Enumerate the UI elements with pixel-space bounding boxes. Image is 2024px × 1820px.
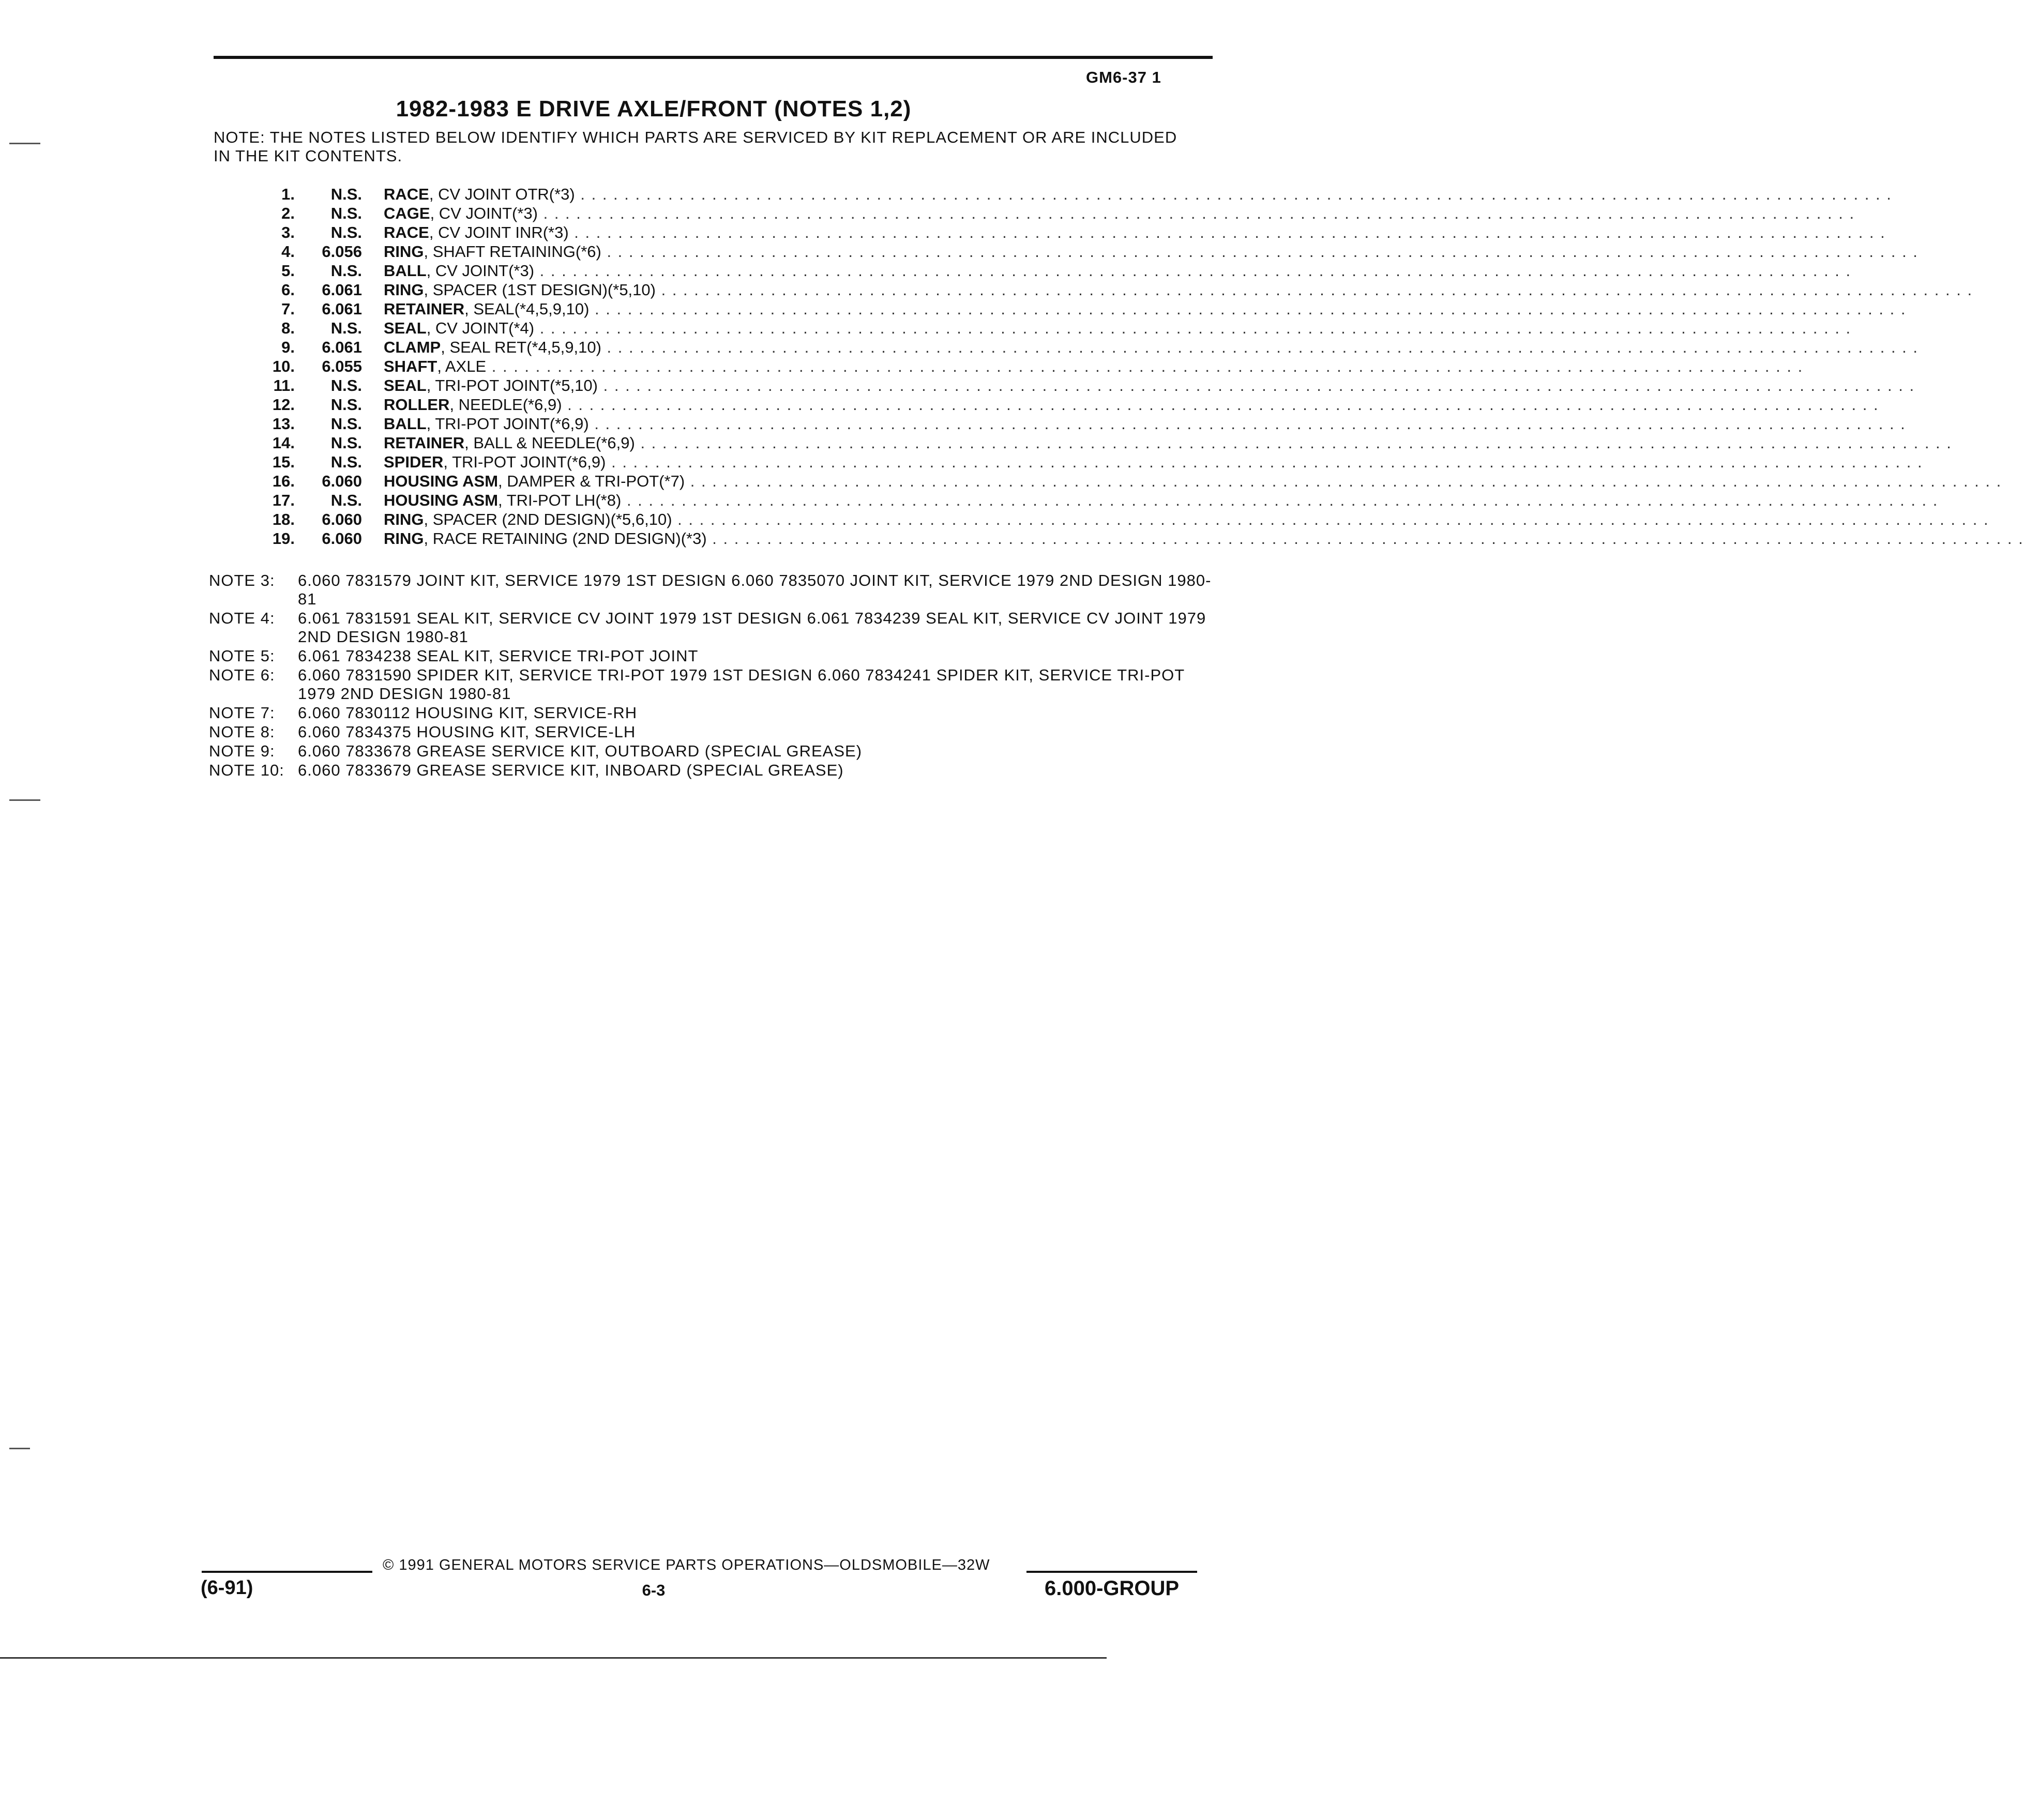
part-row — [248, 529, 2024, 549]
part-detail: , BALL & NEEDLE(*6,9) — [464, 434, 635, 452]
part-name: RING — [384, 281, 424, 299]
part-name: RACE — [384, 185, 429, 203]
part-group: N.S. — [330, 491, 362, 509]
note-label: NOTE 6: — [209, 666, 275, 684]
dot-leader: . . . . . . . . . . . . . . . . . . . . . . . . . . . . . . . . . . . . . . . . . . . . . . . . . . . . . . . . . . . . . . . . . . . . . . . . . . . . . . . . . . . . . . . . . . . . . . . . . . . . . . . . . . . . . . . . . . . . . . . . — [606, 453, 1923, 471]
part-detail: , DAMPER & TRI-POT(*7) — [498, 472, 685, 490]
part-detail: , SHAFT RETAINING(*6) — [424, 242, 601, 261]
note-text: 6.060 7833678 GREASE SERVICE KIT, OUTBOARD (SPECIAL GREASE) — [298, 742, 863, 760]
footer-page-number: 6-3 — [642, 1581, 666, 1599]
dot-leader: . . . . . . . . . . . . . . . . . . . . . . . . . . . . . . . . . . . . . . . . . . . . . . . . . . . . . . . . . . . . . . . . . . . . . . . . . . . . . . . . . . . . . . . . . . . . . . . . . . . . . . . . . . . . . . . . . . . . . . . . — [601, 242, 1919, 261]
part-detail: , TRI-POT JOINT(*5,10) — [426, 376, 598, 395]
note-item — [209, 647, 1217, 665]
part-group: N.S. — [330, 453, 362, 471]
part-description — [384, 396, 1879, 415]
part-name: RING — [384, 242, 424, 261]
note-item — [209, 704, 1217, 722]
footer-date-code: (6-91) — [201, 1577, 253, 1599]
note-item — [209, 761, 1217, 780]
part-name: RING — [384, 510, 424, 528]
part-group: N.S. — [330, 434, 362, 452]
part-description — [384, 415, 1906, 434]
part-number: 3. — [281, 223, 295, 241]
dot-leader: . . . . . . . . . . . . . . . . . . . . . . . . . . . . . . . . . . . . . . . . . . . . . . . . . . . . . . . . . . . . . . . . . . . . . . . . . . . . . . . . . . . . . . . . . . . . . . . . . . . . . . . . . . . . . . . . . . . . . . . . — [534, 319, 1852, 337]
part-detail: , CV JOINT(*3) — [426, 262, 535, 280]
note-label: NOTE 4: — [209, 609, 275, 627]
dot-leader: . . . . . . . . . . . . . . . . . . . . . . . . . . . . . . . . . . . . . . . . . . . . . . . . . . . . . . . . . . . . . . . . . . . . . . . . . . . . . . . . . . . . . . . . . . . . . . . . . . . . . . . . . . . . . . . . . . . . . . . . — [598, 376, 1915, 395]
note-item — [209, 609, 1217, 646]
note-text: 6.061 7831591 SEAL KIT, SERVICE CV JOINT 1979 1ST DESIGN 6.061 7834239 SEAL KIT, SERVICE CV JOINT 1979 2ND DESIGN 1980-81 — [298, 609, 1206, 646]
part-name: CLAMP — [384, 338, 441, 356]
part-group: N.S. — [330, 376, 362, 395]
part-number: 17. — [272, 491, 295, 509]
part-row — [248, 357, 1804, 376]
part-name: HOUSING ASM — [384, 472, 499, 490]
part-description — [384, 491, 1939, 510]
notes-list — [209, 571, 1217, 780]
part-row — [248, 223, 1886, 242]
note-item — [209, 571, 1217, 609]
part-row — [248, 376, 1915, 396]
part-name: RETAINER — [384, 300, 465, 318]
part-description — [384, 434, 1952, 453]
note-text: 6.061 7834238 SEAL KIT, SERVICE TRI-POT JOINT — [298, 647, 699, 665]
part-row — [248, 338, 1919, 357]
part-description — [384, 281, 1973, 300]
part-row — [248, 281, 1973, 300]
part-group: N.S. — [330, 223, 362, 241]
part-name: SEAL — [384, 376, 427, 395]
part-description — [384, 204, 1855, 223]
note-text: 6.060 7831579 JOINT KIT, SERVICE 1979 1ST DESIGN 6.060 7835070 JOINT KIT, SERVICE 1979 2ND DESIGN 1980-81 — [298, 571, 1212, 608]
part-description — [384, 510, 1989, 529]
dot-leader: . . . . . . . . . . . . . . . . . . . . . . . . . . . . . . . . . . . . . . . . . . . . . . . . . . . . . . . . . . . . . . . . . . . . . . . . . . . . . . . . . . . . . . . . . . . . . . . . . . . . . . . . . . . . . . . . . . . . . . . . — [655, 281, 1973, 299]
part-number: 5. — [281, 262, 295, 280]
part-group: N.S. — [330, 319, 362, 337]
part-description — [384, 185, 1892, 204]
note-label: NOTE 7: — [209, 704, 275, 722]
part-row — [248, 319, 1852, 338]
part-row — [248, 300, 1907, 319]
part-name: SEAL — [384, 319, 427, 337]
part-description — [384, 529, 2024, 549]
part-number: 13. — [272, 415, 295, 433]
note-item — [209, 666, 1217, 703]
page-code: GM6-37 1 — [1086, 68, 1161, 86]
part-description — [384, 376, 1915, 396]
part-name: BALL — [384, 262, 427, 280]
note-text: 6.060 7833679 GREASE SERVICE KIT, INBOARD (SPECIAL GREASE) — [298, 761, 844, 779]
part-number: 2. — [281, 204, 295, 222]
margin-mark — [9, 799, 40, 801]
footer-rule-left — [202, 1571, 372, 1573]
part-row — [248, 510, 1989, 529]
dot-leader: . . . . . . . . . . . . . . . . . . . . . . . . . . . . . . . . . . . . . . . . . . . . . . . . . . . . . . . . . . . . . . . . . . . . . . . . . . . . . . . . . . . . . . . . . . . . . . . . . . . . . . . . . . . . . . . . . . . . . . . . — [635, 434, 1952, 452]
part-row — [248, 262, 1852, 281]
part-description — [384, 242, 1919, 262]
part-number: 6. — [281, 281, 295, 299]
dot-leader: . . . . . . . . . . . . . . . . . . . . . . . . . . . . . . . . . . . . . . . . . . . . . . . . . . . . . . . . . . . . . . . . . . . . . . . . . . . . . . . . . . . . . . . . . . . . . . . . . . . . . . . . . . . . . . . . . . . . . . . . — [575, 185, 1892, 203]
part-group: 6.060 — [322, 510, 362, 528]
dot-leader: . . . . . . . . . . . . . . . . . . . . . . . . . . . . . . . . . . . . . . . . . . . . . . . . . . . . . . . . . . . . . . . . . . . . . . . . . . . . . . . . . . . . . . . . . . . . . . . . . . . . . . . . . . . . . . . . . . . . . . . . — [601, 338, 1919, 356]
margin-mark — [9, 143, 40, 144]
note-label: NOTE 5: — [209, 647, 275, 665]
part-name: RING — [384, 529, 424, 548]
part-detail: , CV JOINT INR(*3) — [429, 223, 569, 241]
part-row — [248, 434, 1952, 453]
part-detail: , CV JOINT OTR(*3) — [429, 185, 575, 203]
part-description — [384, 262, 1852, 281]
part-row — [248, 415, 1906, 434]
part-name: SPIDER — [384, 453, 444, 471]
note-item — [209, 742, 1217, 761]
part-number: 8. — [281, 319, 295, 337]
part-description — [384, 300, 1907, 319]
dot-leader: . . . . . . . . . . . . . . . . . . . . . . . . . . . . . . . . . . . . . . . . . . . . . . . . . . . . . . . . . . . . . . . . . . . . . . . . . . . . . . . . . . . . . . . . . . . . . . . . . . . . . . . . . . . . . . . . . . . . . . . . — [534, 262, 1852, 280]
part-number: 1. — [281, 185, 295, 203]
page-title: 1982-1983 E DRIVE AXLE/FRONT (NOTES 1,2) — [396, 96, 912, 122]
note-text: 6.060 7834375 HOUSING KIT, SERVICE-LH — [298, 723, 636, 741]
top-rule — [214, 56, 1213, 59]
part-number: 16. — [272, 472, 295, 490]
part-group: 6.061 — [322, 300, 362, 318]
part-group: N.S. — [330, 415, 362, 433]
note-label: NOTE 8: — [209, 723, 275, 741]
dot-leader: . . . . . . . . . . . . . . . . . . . . . . . . . . . . . . . . . . . . . . . . . . . . . . . . . . . . . . . . . . . . . . . . . . . . . . . . . . . . . . . . . . . . . . . . . . . . . . . . . . . . . . . . . . . . . . . . . . . . . . . . — [589, 300, 1907, 318]
dot-leader: . . . . . . . . . . . . . . . . . . . . . . . . . . . . . . . . . . . . . . . . . . . . . . . . . . . . . . . . . . . . . . . . . . . . . . . . . . . . . . . . . . . . . . . . . . . . . . . . . . . . . . . . . . . . . . . . . . . . . . . . — [562, 396, 1879, 414]
part-name: ROLLER — [384, 396, 450, 414]
parts-list — [248, 185, 2024, 549]
part-number: 10. — [272, 357, 295, 375]
part-detail: , AXLE — [437, 357, 487, 375]
part-number: 4. — [281, 242, 295, 261]
part-description — [384, 338, 1919, 357]
part-detail: , CV JOINT(*4) — [426, 319, 535, 337]
note-label: NOTE 9: — [209, 742, 275, 760]
part-group: 6.056 — [322, 242, 362, 261]
part-description — [384, 319, 1852, 338]
part-description — [384, 357, 1804, 376]
part-group: 6.060 — [322, 472, 362, 490]
part-detail: , TRI-POT JOINT(*6,9) — [443, 453, 606, 471]
dot-leader: . . . . . . . . . . . . . . . . . . . . . . . . . . . . . . . . . . . . . . . . . . . . . . . . . . . . . . . . . . . . . . . . . . . . . . . . . . . . . . . . . . . . . . . . . . . . . . . . . . . . . . . . . . . . . . . . . . . . . . . . — [685, 472, 2002, 490]
part-detail: , SPACER (1ST DESIGN)(*5,10) — [424, 281, 656, 299]
part-detail: , TRI-POT LH(*8) — [498, 491, 622, 509]
part-number: 14. — [272, 434, 295, 452]
part-group: 6.055 — [322, 357, 362, 375]
part-group: 6.060 — [322, 529, 362, 548]
note-text: 6.060 7831590 SPIDER KIT, SERVICE TRI-POT 1979 1ST DESIGN 6.060 7834241 SPIDER KIT, SERVICE TRI-POT 1979 2ND DESIGN 1980-81 — [298, 666, 1185, 703]
part-detail: , RACE RETAINING (2ND DESIGN)(*3) — [424, 529, 707, 548]
part-name: HOUSING ASM — [384, 491, 499, 509]
part-detail: , NEEDLE(*6,9) — [449, 396, 562, 414]
note-item — [209, 723, 1217, 741]
part-name: SHAFT — [384, 357, 437, 375]
dot-leader: . . . . . . . . . . . . . . . . . . . . . . . . . . . . . . . . . . . . . . . . . . . . . . . . . . . . . . . . . . . . . . . . . . . . . . . . . . . . . . . . . . . . . . . . . . . . . . . . . . . . . . . . . . . . . . . . . . . . . . . . — [568, 223, 1886, 241]
part-number: 15. — [272, 453, 295, 471]
dot-leader: . . . . . . . . . . . . . . . . . . . . . . . . . . . . . . . . . . . . . . . . . . . . . . . . . . . . . . . . . . . . . . . . . . . . . . . . . . . . . . . . . . . . . . . . . . . . . . . . . . . . . . . . . . . . . . . . . . . . . . . . — [706, 529, 2024, 548]
part-row — [248, 396, 1879, 415]
part-detail: , SEAL(*4,5,9,10) — [464, 300, 590, 318]
part-group: N.S. — [330, 262, 362, 280]
dot-leader: . . . . . . . . . . . . . . . . . . . . . . . . . . . . . . . . . . . . . . . . . . . . . . . . . . . . . . . . . . . . . . . . . . . . . . . . . . . . . . . . . . . . . . . . . . . . . . . . . . . . . . . . . . . . . . . . . . . . . . . . — [621, 491, 1939, 509]
note-label: NOTE 3: — [209, 571, 275, 589]
part-group: N.S. — [330, 185, 362, 203]
note-label: NOTE 10: — [209, 761, 284, 779]
part-name: RETAINER — [384, 434, 465, 452]
part-detail: , SEAL RET(*4,5,9,10) — [441, 338, 601, 356]
dot-leader: . . . . . . . . . . . . . . . . . . . . . . . . . . . . . . . . . . . . . . . . . . . . . . . . . . . . . . . . . . . . . . . . . . . . . . . . . . . . . . . . . . . . . . . . . . . . . . . . . . . . . . . . . . . . . . . . . . . . . . . . — [672, 510, 1989, 528]
part-number: 7. — [281, 300, 295, 318]
part-number: 19. — [272, 529, 295, 548]
part-number: 12. — [272, 396, 295, 414]
dot-leader: . . . . . . . . . . . . . . . . . . . . . . . . . . . . . . . . . . . . . . . . . . . . . . . . . . . . . . . . . . . . . . . . . . . . . . . . . . . . . . . . . . . . . . . . . . . . . . . . . . . . . . . . . . . . . . . . . . . . . . . . — [486, 357, 1804, 375]
footer-group: 6.000-GROUP — [1045, 1577, 1180, 1600]
part-row — [248, 204, 1855, 223]
margin-mark — [9, 1448, 30, 1449]
part-description — [384, 223, 1886, 242]
part-detail: , CV JOINT(*3) — [430, 204, 538, 222]
footer-copyright: © 1991 GENERAL MOTORS SERVICE PARTS OPERATIONS—OLDSMOBILE—32W — [383, 1557, 990, 1573]
part-group: N.S. — [330, 204, 362, 222]
part-row — [248, 453, 1923, 472]
part-description — [384, 472, 2002, 491]
part-name: RACE — [384, 223, 429, 241]
intro-note: NOTE: THE NOTES LISTED BELOW IDENTIFY WHICH PARTS ARE SERVICED BY KIT REPLACEMENT OR ARE INCLUDED IN THE KIT CONTENTS. — [214, 128, 1177, 165]
part-name: CAGE — [384, 204, 430, 222]
part-row — [248, 242, 1919, 262]
footer-rule-right — [1026, 1571, 1197, 1573]
part-group: 6.061 — [322, 338, 362, 356]
part-detail: , SPACER (2ND DESIGN)(*5,6,10) — [424, 510, 672, 528]
part-group: 6.061 — [322, 281, 362, 299]
part-name: BALL — [384, 415, 427, 433]
part-row — [248, 491, 1939, 510]
part-row — [248, 472, 2002, 491]
bottom-scan-rule — [0, 1657, 1107, 1659]
part-row — [248, 185, 1892, 204]
part-number: 9. — [281, 338, 295, 356]
part-description — [384, 453, 1923, 472]
note-text: 6.060 7830112 HOUSING KIT, SERVICE-RH — [298, 704, 638, 722]
part-detail: , TRI-POT JOINT(*6,9) — [426, 415, 589, 433]
part-number: 11. — [273, 376, 295, 395]
part-number: 18. — [272, 510, 295, 528]
dot-leader: . . . . . . . . . . . . . . . . . . . . . . . . . . . . . . . . . . . . . . . . . . . . . . . . . . . . . . . . . . . . . . . . . . . . . . . . . . . . . . . . . . . . . . . . . . . . . . . . . . . . . . . . . . . . . . . . . . . . . . . . — [537, 204, 1855, 222]
dot-leader: . . . . . . . . . . . . . . . . . . . . . . . . . . . . . . . . . . . . . . . . . . . . . . . . . . . . . . . . . . . . . . . . . . . . . . . . . . . . . . . . . . . . . . . . . . . . . . . . . . . . . . . . . . . . . . . . . . . . . . . . — [588, 415, 1906, 433]
part-group: N.S. — [330, 396, 362, 414]
